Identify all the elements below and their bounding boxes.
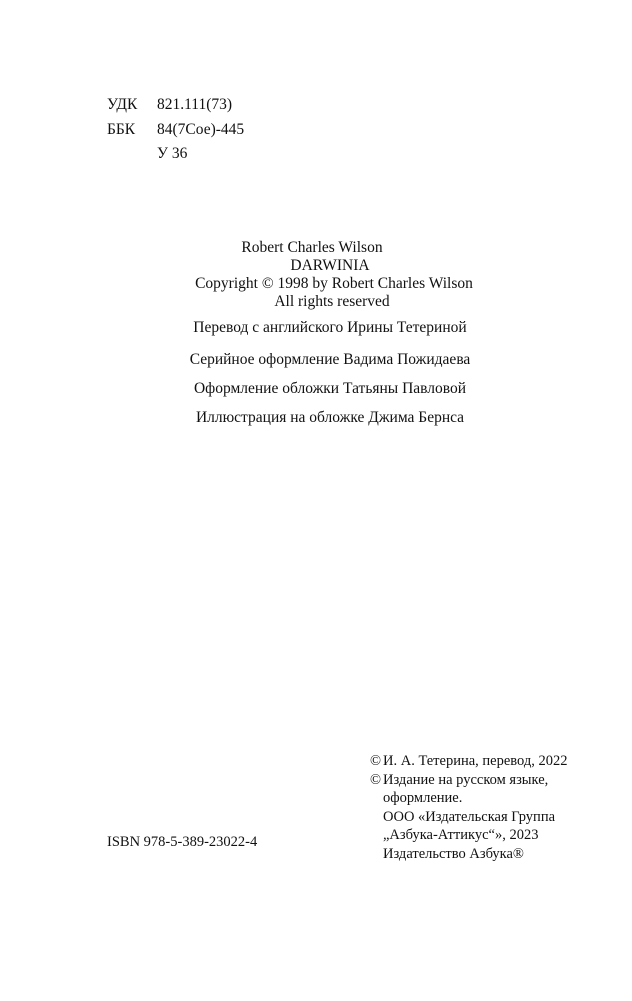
original-title: DARWINIA xyxy=(290,257,370,274)
edition-copyright-line5: Издательство Азбука® xyxy=(383,845,524,862)
bbk-value: 84(7Сое)-445 xyxy=(157,121,245,138)
translation-copyright-row xyxy=(370,752,620,771)
translation-copyright: И. А. Тетерина, перевод, 2022 xyxy=(383,753,568,769)
credit-series-design: Серийное оформление Вадима Пожидаева xyxy=(189,351,471,368)
credit-translation: Перевод с английского Ирины Тетериной xyxy=(193,319,467,336)
credit-cover-illustration: Иллюстрация на обложке Джима Бернса xyxy=(195,409,465,426)
bbk-label: ББК xyxy=(107,121,136,138)
credit-cover-design: Оформление обложки Татьяны Павловой xyxy=(193,380,467,397)
udk-label: УДК xyxy=(107,96,138,113)
copyright-notices xyxy=(370,752,620,863)
copyright-symbol: © xyxy=(370,753,382,769)
edition-copyright-line4: „Азбука-Аттикус“», 2023 xyxy=(383,827,539,843)
edition-copyright-line1: Издание на русском языке, xyxy=(383,771,549,788)
edition-copyright-line3: ООО «Издательская Группа xyxy=(383,808,556,825)
original-author: Robert Charles Wilson xyxy=(241,239,383,256)
copyright-symbol: © xyxy=(370,771,382,788)
edition-copyright-row xyxy=(370,771,620,790)
author-mark: У 36 xyxy=(157,145,188,162)
original-copyright: Copyright © 1998 by Robert Charles Wilson xyxy=(195,275,473,292)
edition-copyright-line2: оформление. xyxy=(383,790,463,806)
isbn: ISBN 978-5-389-23022-4 xyxy=(107,834,258,850)
udk-value: 821.111(73) xyxy=(157,96,233,113)
original-rights: All rights reserved xyxy=(274,293,390,310)
